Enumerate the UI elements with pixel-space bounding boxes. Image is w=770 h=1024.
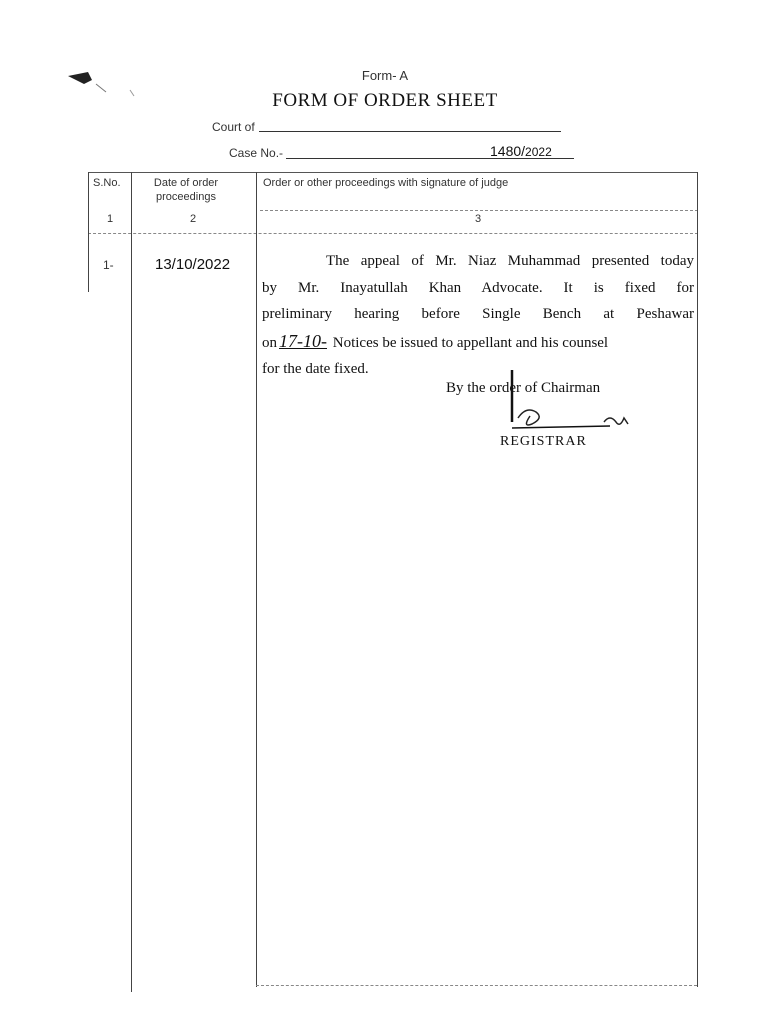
registrar-signature [500, 370, 650, 440]
case-number-year: 2022 [525, 145, 552, 159]
col-border-right [697, 172, 698, 987]
header-divider [260, 210, 698, 211]
case-number-main: 1480/ [490, 143, 526, 159]
on-suffix: Notices be issued to appellant and his counsel [332, 334, 609, 351]
case-number [490, 143, 552, 159]
case-label: Case No.- [229, 146, 284, 160]
header-date: Date of order proceedings [153, 177, 219, 203]
col-border-left [88, 172, 89, 292]
order-line: by Mr. Inayatullah Khan Advocate. It is fixed for [262, 279, 694, 296]
court-label: Court of [212, 120, 255, 134]
col-border-1 [131, 172, 132, 992]
order-line: preliminary hearing before Single Bench at Peshawar [262, 306, 694, 322]
by-order-text: By the order of Chairman [446, 380, 601, 396]
col-number-3: 3 [475, 213, 482, 225]
col-number-1: 1 [107, 213, 114, 225]
number-divider [88, 233, 698, 234]
header-order: Order or other proceedings with signature of judge [263, 177, 509, 189]
order-line-on [262, 328, 694, 357]
court-field-line [259, 131, 561, 132]
order-line: The appeal of Mr. Niaz Muhammad presented today [326, 253, 694, 269]
header-sno: S.No. [93, 177, 121, 189]
table-top-border [88, 172, 698, 173]
registrar-title: REGISTRAR [500, 434, 587, 449]
handwritten-date: 17-10- [279, 330, 327, 351]
order-line-last: for the date fixed. [262, 361, 369, 377]
order-text [262, 248, 694, 383]
col-border-2 [256, 172, 257, 987]
table-bottom-border [256, 985, 697, 986]
col-number-2: 2 [190, 213, 197, 225]
form-label: Form- A [361, 68, 409, 83]
entry-sno: 1- [103, 258, 114, 272]
on-prefix: on [262, 334, 277, 351]
entry-date: 13/10/2022 [155, 256, 231, 273]
page-title: FORM OF ORDER SHEET [272, 90, 498, 111]
